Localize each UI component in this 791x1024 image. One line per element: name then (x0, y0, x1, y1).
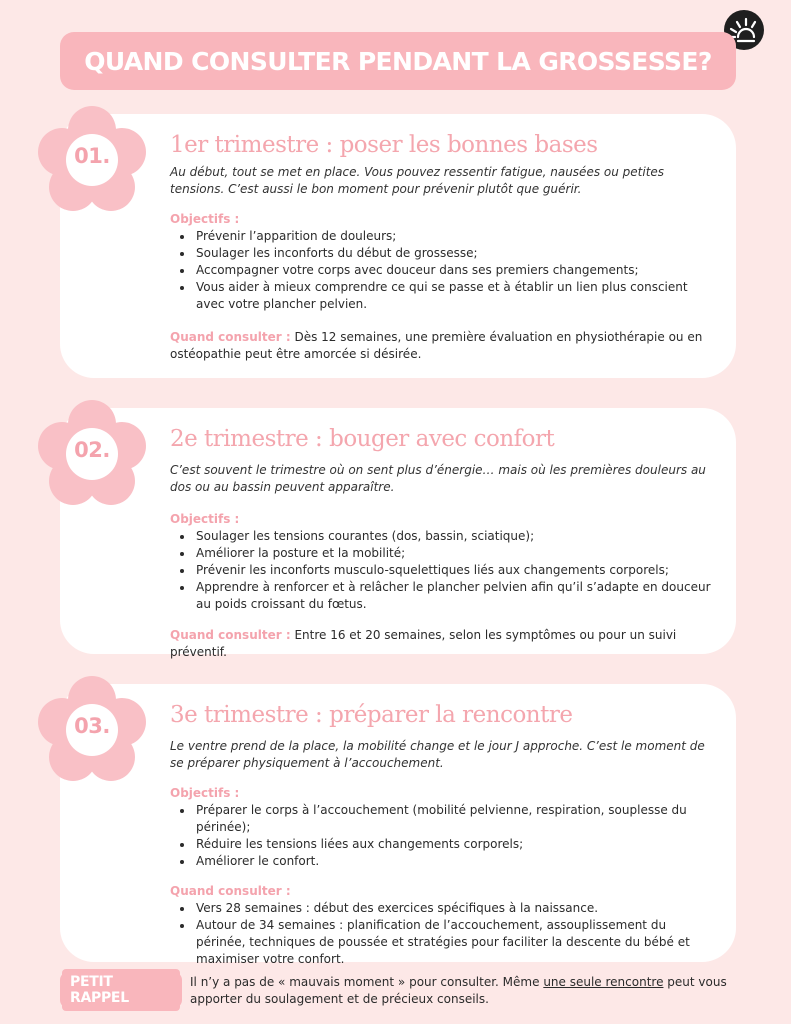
objectives-label: Objectifs : (170, 212, 240, 226)
objectives-list (170, 802, 712, 870)
section-heading: 3e trimestre : préparer la rencontre (170, 702, 573, 728)
title-banner (60, 32, 736, 90)
section-heading: 2e trimestre : bouger avec confort (170, 426, 555, 452)
reminder-badge-label: PETIT RAPPEL (62, 969, 180, 1011)
flower-icon (32, 670, 152, 790)
list-item: • Prévenir les inconforts musculo-squelettiques liés aux changements corporels; (194, 562, 712, 579)
list-item: • Vous aider à mieux comprendre ce qui se passe et à établir un lien plus conscient avec votre plancher pelvien. (194, 279, 712, 313)
list-item: • Autour de 34 semaines : planification de l’accouchement, assouplissement du périnée, techniques de poussée et stratégies pour faciliter la descente du bébé et maximiser votre confort. (194, 917, 712, 968)
when-list (170, 900, 712, 968)
section-intro: Le ventre prend de la place, la mobilité change et le jour J approche. C’est le moment de se préparer physiquement à l’accouchement. (170, 739, 705, 770)
page-title: QUAND CONSULTER PENDANT LA GROSSESSE? (84, 46, 712, 76)
list-item: • Soulager les tensions courantes (dos, bassin, sciatique); (194, 528, 712, 545)
objectives-label: Objectifs : (170, 512, 240, 526)
when-label: Quand consulter : (170, 884, 291, 898)
list-item: • Prévenir l’apparition de douleurs; (194, 228, 712, 245)
when-text: Entre 16 et 20 semaines, selon les symptômes ou pour un suivi préventif. (170, 628, 677, 659)
when-text: Dès 12 semaines, une première évaluation en physiothérapie ou en ostéopathie peut être amorcée si désirée. (170, 330, 703, 361)
reminder-badge (60, 972, 182, 1008)
flower-icon (32, 100, 152, 220)
when-paragraph (170, 329, 712, 363)
flower-icon (32, 394, 152, 514)
reminder-text-part: Il n’y a pas de « mauvais moment » pour consulter. Même (190, 975, 544, 989)
reminder-text-part: peut vous apporter du soulagement et de précieux conseils. (190, 975, 727, 1006)
reminder-underlined: une seule rencontre (543, 975, 664, 989)
list-item: • Vers 28 semaines : début des exercices spécifiques à la naissance. (194, 900, 712, 917)
list-item: • Améliorer la posture et la mobilité; (194, 545, 712, 562)
list-item: • Améliorer le confort. (194, 853, 712, 870)
objectives-list (170, 228, 712, 313)
list-item: • Préparer le corps à l’accouchement (mobilité pelvienne, respiration, souplesse du périnée); (194, 802, 712, 836)
list-item: • Soulager les inconforts du début de grossesse; (194, 245, 712, 262)
section-card-1 (60, 114, 736, 378)
section-number: 03. (74, 714, 110, 738)
reminder-text (190, 974, 730, 1008)
section-heading: 1er trimestre : poser les bonnes bases (170, 132, 598, 158)
section-intro: Au début, tout se met en place. Vous pouvez ressentir fatigue, nausées ou petites tensions. C’est aussi le bon moment pour prévenir plutôt que guérir. (170, 165, 665, 196)
list-item: • Apprendre à renforcer et à relâcher le plancher pelvien afin qu’il s’adapte en douceur au poids croissant du fœtus. (194, 579, 712, 613)
list-item: • Réduire les tensions liées aux changements corporels; (194, 836, 712, 853)
list-item: • Accompagner votre corps avec douceur dans ses premiers changements; (194, 262, 712, 279)
when-label: Quand consulter : (170, 330, 291, 344)
section-card-3 (60, 684, 736, 966)
objectives-list (170, 528, 712, 613)
objectives-label: Objectifs : (170, 786, 240, 800)
when-paragraph (170, 627, 712, 661)
when-label: Quand consulter : (170, 628, 291, 642)
section-intro: C’est souvent le trimestre où on sent plus d’énergie… mais où les premières douleurs au dos ou au bassin peuvent apparaître. (170, 463, 706, 494)
section-number: 01. (74, 144, 110, 168)
section-number: 02. (74, 438, 110, 462)
section-card-2 (60, 408, 736, 659)
